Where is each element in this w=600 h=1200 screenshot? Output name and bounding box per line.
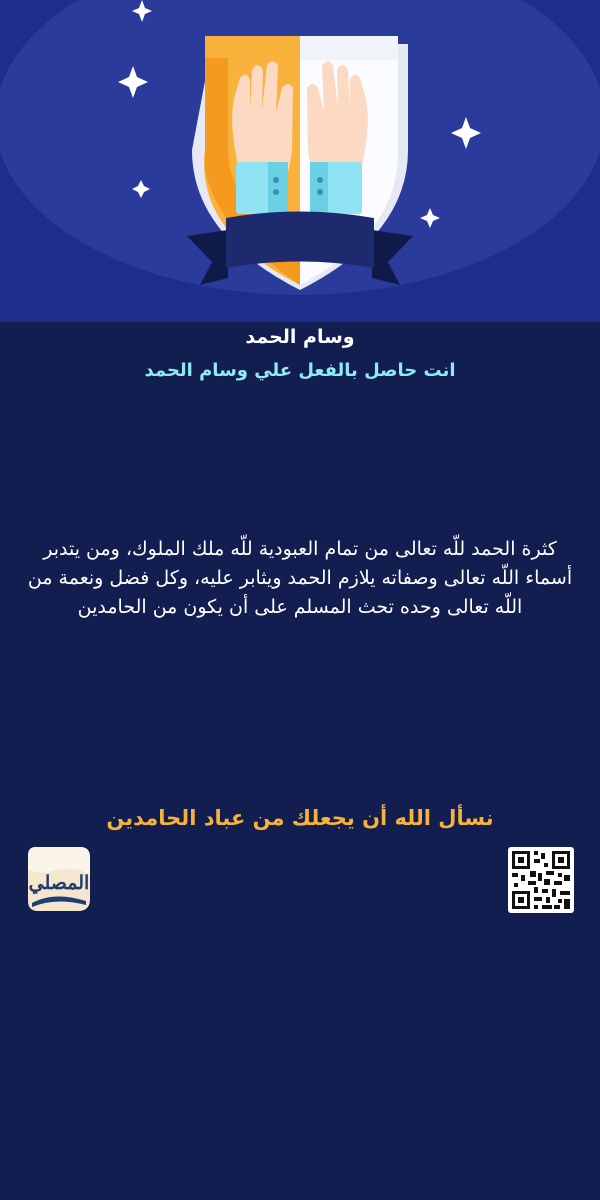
page-title: وسام الحمد [245, 326, 355, 348]
hero-illustration [0, 0, 600, 322]
app-logo-icon [24, 845, 92, 913]
svg-text:المصلي: المصلي [28, 872, 90, 894]
qr-code-icon [508, 847, 574, 913]
qr-code[interactable] [508, 847, 574, 913]
shield-hands-badge-icon [0, 0, 600, 322]
app-logo [24, 845, 92, 913]
description-text: كثرة الحمد للّه تعالى من تمام العبودية للّه ملك الملوك، ومن يتدبر أسماء اللّه تعالى وصفاته يلازم الحمد ويثابر عليه، وكل فضل ونعمة من اللّه تعالى وحده تحث المسلم على أن يكون من الحامدين [27, 538, 573, 618]
page-subtitle: انت حاصل بالفعل علي وسام الحمد [144, 360, 456, 381]
prayer-text: نسأل الله أن يجعلك من عباد الحامدين [106, 806, 494, 830]
